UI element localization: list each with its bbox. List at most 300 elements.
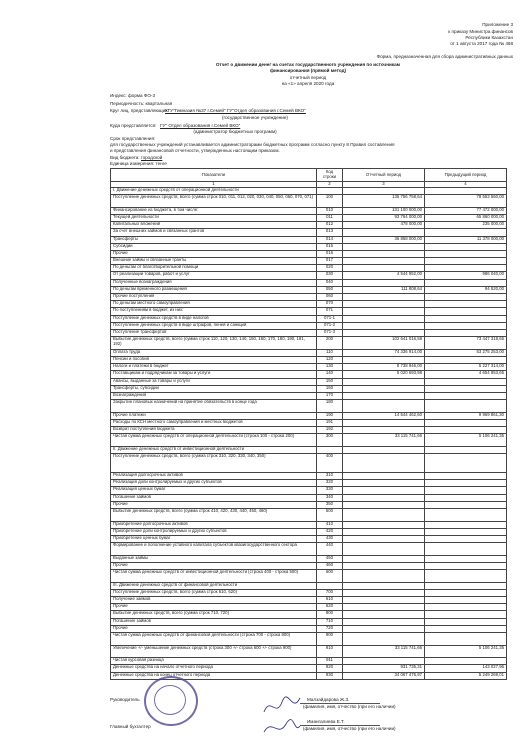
row-code: 180 (317, 400, 343, 413)
official-seal (144, 676, 198, 726)
row-previous-value: 77 472 000,00 (425, 207, 507, 214)
row-previous-value (425, 378, 507, 385)
row-label: Приобретение ценных бумаг (111, 535, 317, 542)
row-previous-value: 986 040,00 (425, 272, 507, 279)
row-previous-value: 5 249 269,01 (425, 672, 507, 679)
table-row (111, 419, 507, 426)
row-current-value (343, 582, 425, 589)
table-row (111, 543, 507, 556)
row-label: Трансферты (111, 236, 317, 243)
row-previous-value (425, 604, 507, 611)
row-code: 060 (317, 294, 343, 301)
table-row (111, 400, 507, 413)
row-previous-value (425, 385, 507, 392)
col-number: 4 (425, 182, 507, 188)
row-current-value: 111 808,64 (343, 286, 425, 293)
header-current: Отчетный период (343, 169, 425, 182)
table-row (111, 582, 507, 589)
periodicity: Периодичность: квартальная (110, 101, 173, 106)
order-line-3: от 1 августа 2017 года № 468 (450, 41, 513, 46)
row-code (317, 446, 343, 453)
row-current-value: 74 336 914,00 (343, 349, 425, 356)
row-label: Чистая сумма денежных средств от инвестиционной деятельности (строка 400 - строка 500) (111, 570, 317, 583)
row-current-value (343, 419, 425, 426)
row-label: II. Движение денежных средств от инвестиционной деятельности (111, 446, 317, 453)
respondents-value: КГУ"Гимназия №37 г.Семей" ГУ"Отдел образования г.Семей ВКО" (165, 108, 306, 113)
row-current-value (343, 570, 425, 583)
table-row (111, 501, 507, 508)
row-current-value: 14 544 462,60 (343, 412, 425, 419)
row-label: Приобретение доли контролируемых и других субъектов (111, 528, 317, 535)
table-row (111, 356, 507, 363)
row-code: 700 (317, 589, 343, 596)
row-current-value (343, 604, 425, 611)
row-current-value (343, 473, 425, 480)
where-label: Куда представляется: (110, 123, 157, 128)
row-label: Чистая сумма денежных средств от операционной деятельности (строка 100 - строка 200) (111, 434, 317, 447)
row-current-value: 5 020 693,98 (343, 371, 425, 378)
row-previous-value (425, 521, 507, 528)
row-label: По деньгам временного размещения (111, 286, 317, 293)
table-row (111, 214, 507, 221)
deadline-text-2: и представления финансовой отчетности, утвержденных настоящим приказом. (110, 148, 280, 153)
row-current-value (343, 188, 425, 195)
row-code: 610 (317, 597, 343, 604)
row-label: Погашение займов (111, 494, 317, 501)
table-row (111, 207, 507, 214)
row-label: Денежные средства на начало отчетного периода (111, 665, 317, 672)
row-code: 500 (317, 508, 343, 521)
row-code: 192 (317, 427, 343, 434)
row-code: 071-1 (317, 315, 343, 322)
table-row (111, 658, 507, 665)
row-code: 191 (317, 419, 343, 426)
row-code: 020 (317, 265, 343, 272)
row-label: Авансы, выданные за товары и услуги (111, 378, 317, 385)
row-previous-value (425, 597, 507, 604)
row-previous-value: 73 447 318,65 (425, 337, 507, 350)
row-previous-value: 78 553 560,00 (425, 195, 507, 208)
row-label: Вознаграждения (111, 392, 317, 399)
row-label: Получение займов (111, 597, 317, 604)
table-row (111, 195, 507, 208)
row-code: 911 (317, 658, 343, 665)
row-code: 160 (317, 385, 343, 392)
accountant-label: Главный бухгалтер (110, 724, 151, 729)
row-label: Выбытие денежных средств, всего (сумма строк 710, 720) (111, 611, 317, 618)
row-label: Прочие платежи (111, 412, 317, 419)
table-row (111, 446, 507, 453)
row-current-value (343, 356, 425, 363)
row-label: Прочие (111, 604, 317, 611)
row-current-value (343, 625, 425, 632)
table-row (111, 301, 507, 308)
period-value: на «1» апреля 2020 года (281, 81, 335, 86)
row-current-value (343, 329, 425, 336)
row-code: 170 (317, 392, 343, 399)
budget-type-label: Вид бюджета: (110, 155, 140, 160)
row-current-value (343, 258, 425, 265)
row-code (317, 582, 343, 589)
row-current-value: 34 067 476,97 (343, 672, 425, 679)
table-row (111, 349, 507, 356)
col-number: 1 (111, 182, 317, 188)
row-code: 190 (317, 412, 343, 419)
row-label: Текущей деятельности (111, 214, 317, 221)
cash-flow-table (110, 168, 507, 680)
form-purpose-line: Форма, предназначенная для сбора административных данных (376, 54, 513, 59)
row-code: 070 (317, 301, 343, 308)
row-code: 340 (317, 494, 343, 501)
row-code: 450 (317, 555, 343, 562)
row-label: Выданные займы (111, 555, 317, 562)
row-code: 200 (317, 337, 343, 350)
table-row (111, 487, 507, 494)
order-line-1: к приказу Министра финансов (448, 29, 513, 34)
row-code: 010 (317, 207, 343, 214)
row-previous-value (425, 618, 507, 625)
budget-type-value: городской (141, 155, 163, 160)
row-label: Капитальных вложений (111, 222, 317, 229)
row-code: 440 (317, 543, 343, 556)
row-label: Выбытие денежных средств, всего (сумма строк 110, 120, 130, 140, 150, 160, 170, 180, 190, 191, 192) (111, 337, 317, 350)
row-previous-value (425, 315, 507, 322)
row-code: 110 (317, 349, 343, 356)
row-current-value (343, 535, 425, 542)
row-label: Внешние займы и связанные гранты (111, 258, 317, 265)
row-current-value (343, 597, 425, 604)
row-label: Трансферты, субсидии (111, 385, 317, 392)
table-row (111, 480, 507, 487)
row-current-value (343, 501, 425, 508)
row-code: 015 (317, 243, 343, 250)
row-previous-value (425, 229, 507, 236)
where-value: ГУ" Отдел образования г.Семей ВКО" (160, 123, 241, 128)
row-previous-value: 65 860 000,00 (425, 214, 507, 221)
col-number: 3 (343, 182, 425, 188)
row-label: Субсидии (111, 243, 317, 250)
row-current-value (343, 308, 425, 315)
header-previous: Предыдущий период (425, 169, 507, 182)
table-row (111, 329, 507, 336)
row-previous-value: 5 106 241,35 (425, 434, 507, 447)
row-previous-value: 235 000,00 (425, 222, 507, 229)
row-previous-value: 4 654 853,65 (425, 371, 507, 378)
row-previous-value (425, 473, 507, 480)
table-row (111, 434, 507, 447)
table-row (111, 427, 507, 434)
row-code: 011 (317, 214, 343, 221)
row-current-value (343, 400, 425, 413)
row-previous-value (425, 279, 507, 286)
table-row (111, 385, 507, 392)
table-row (111, 632, 507, 645)
row-previous-value (425, 535, 507, 542)
row-label: Чистая курсовая разница (111, 658, 317, 665)
row-code: 120 (317, 356, 343, 363)
table-row (111, 322, 507, 329)
row-label: По деньгам от благотворительной помощи (111, 265, 317, 272)
row-code: 600 (317, 570, 343, 583)
table-row (111, 645, 507, 658)
row-code: 012 (317, 222, 343, 229)
deadline-label: Срок представления: (110, 136, 156, 141)
row-code: 071-3 (317, 329, 343, 336)
table-row (111, 570, 507, 583)
deadline-text-1: для государственных учреждений устанавливается администраторами бюджетных программ согласно пункту 8 Правил составления (110, 142, 395, 147)
row-label: Полученные вознаграждения (111, 279, 317, 286)
row-label: Реализация ценных бумаг (111, 487, 317, 494)
row-label: I. Движение денежных средств от операционной деятельности (111, 188, 317, 195)
row-current-value (343, 508, 425, 521)
row-previous-value (425, 508, 507, 521)
row-code: 016 (317, 250, 343, 257)
row-previous-value (425, 392, 507, 399)
form-index: Индекс: форма ФО-3 (110, 93, 156, 98)
row-label: Погашение займов (111, 618, 317, 625)
row-current-value (343, 378, 425, 385)
row-label: Поступление денежных средств, всего (сумма строк 310, 320, 330, 340, 350) (111, 454, 317, 473)
row-current-value (343, 427, 425, 434)
table-row (111, 243, 507, 250)
row-code: 930 (317, 672, 343, 679)
row-code: 410 (317, 521, 343, 528)
table-row (111, 473, 507, 480)
head-label: Руководитель (110, 697, 140, 702)
table-row (111, 521, 507, 528)
row-label: Поступление денежных средств в виде налогов (111, 315, 317, 322)
row-previous-value (425, 243, 507, 250)
table-row (111, 555, 507, 562)
table-row (111, 454, 507, 473)
where-caption: (администратор бюджетных программ) (193, 129, 277, 134)
row-code: 040 (317, 279, 343, 286)
period-label: отчетный период (289, 75, 327, 80)
row-code: 300 (317, 434, 343, 447)
table-row (111, 618, 507, 625)
row-label: Прочие поступления (111, 294, 317, 301)
row-current-value (343, 528, 425, 535)
row-current-value (343, 562, 425, 569)
row-current-value (343, 243, 425, 250)
head-name: Малзайдарова Ж.З. (307, 697, 350, 702)
row-previous-value: 11 378 000,00 (425, 236, 507, 243)
row-current-value (343, 229, 425, 236)
row-label: Денежные средства на конец отчетного периода (111, 672, 317, 679)
row-code: 017 (317, 258, 343, 265)
row-code (317, 188, 343, 195)
table-row (111, 229, 507, 236)
row-current-value (343, 555, 425, 562)
row-previous-value (425, 589, 507, 596)
header-indicator: Показатели (111, 169, 317, 182)
row-current-value (343, 322, 425, 329)
row-previous-value (425, 419, 507, 426)
unit-line: Единица измерения: тенге (110, 161, 167, 166)
table-row (111, 611, 507, 618)
row-code: 400 (317, 454, 343, 473)
report-title-1: Отчет о движении денег на счетах государственного учреждения по источникам (215, 62, 401, 67)
table-row (111, 272, 507, 279)
table-row (111, 562, 507, 569)
row-current-value: 4 544 952,00 (343, 272, 425, 279)
row-code: 900 (317, 632, 343, 645)
row-previous-value (425, 258, 507, 265)
row-current-value (343, 385, 425, 392)
row-previous-value (425, 454, 507, 473)
row-code: 013 (317, 229, 343, 236)
table-row (111, 279, 507, 286)
row-code: 130 (317, 364, 343, 371)
row-label: Формирование и пополнение уставного капитала субъектов квазигосударственного сектора (111, 543, 317, 556)
row-label: Поступление трансфертов (111, 329, 317, 336)
row-previous-value (425, 494, 507, 501)
row-previous-value (425, 625, 507, 632)
row-code: 430 (317, 535, 343, 542)
row-previous-value: 53 275 253,00 (425, 349, 507, 356)
row-code: 014 (317, 236, 343, 243)
row-code: 330 (317, 487, 343, 494)
row-current-value (343, 446, 425, 453)
row-current-value: 33 115 741,66 (343, 434, 425, 447)
row-current-value (343, 611, 425, 618)
row-current-value (343, 589, 425, 596)
row-label: За счет внешних займов и связанных грантов (111, 229, 317, 236)
row-previous-value (425, 356, 507, 363)
row-current-value (343, 392, 425, 399)
row-label: Прочие (111, 562, 317, 569)
report-title-2: финансирования (прямой метод) (269, 68, 347, 73)
table-row (111, 286, 507, 293)
row-current-value: 36 858 000,00 (343, 236, 425, 243)
row-label: Реализация долгосрочных активов (111, 473, 317, 480)
row-label: По поступлениям в бюджет, из них: (111, 308, 317, 315)
row-code: 150 (317, 378, 343, 385)
row-previous-value (425, 446, 507, 453)
row-label: Увеличение +/- уменьшение денежных средств (строка 300 +/- строка 600 +/- строка 900) (111, 645, 317, 658)
row-label: Приобретение долгосрочных активов (111, 521, 317, 528)
table-row (111, 589, 507, 596)
row-label: Реализация доли контролируемых и других субъектов (111, 480, 317, 487)
table-row (111, 392, 507, 399)
row-previous-value: 94 520,00 (425, 286, 507, 293)
respondents-label: Круг лиц, представляющих: (110, 108, 169, 113)
row-previous-value: 143 027,96 (425, 665, 507, 672)
row-label: По деньгам местного самоуправления (111, 301, 317, 308)
row-previous-value (425, 427, 507, 434)
row-code: 320 (317, 480, 343, 487)
row-label: III. Движение денежных средств от финансовой деятельности (111, 582, 317, 589)
row-previous-value (425, 322, 507, 329)
header-code: Код строки (317, 169, 343, 182)
row-current-value: 931 735,31 (343, 665, 425, 672)
table-row (111, 412, 507, 419)
row-previous-value: 9 969 861,30 (425, 412, 507, 419)
row-previous-value (425, 543, 507, 556)
row-label: Поступление денежных средств в виде штрафов, пеней и санкций (111, 322, 317, 329)
row-current-value: 93 764 000,00 (343, 214, 425, 221)
table-row (111, 494, 507, 501)
table-row (111, 535, 507, 542)
row-code: 920 (317, 665, 343, 672)
row-previous-value (425, 611, 507, 618)
row-current-value (343, 315, 425, 322)
row-code: 100 (317, 195, 343, 208)
row-label: Поставщикам и подрядчикам за товары и услуги (111, 371, 317, 378)
row-previous-value (425, 294, 507, 301)
row-previous-value (425, 265, 507, 272)
row-current-value (343, 543, 425, 556)
row-previous-value (425, 528, 507, 535)
table-row (111, 258, 507, 265)
row-current-value (343, 301, 425, 308)
accountant-caption: (фамилия, имя, отчество (при его наличии) (303, 726, 396, 731)
table-row (111, 294, 507, 301)
row-current-value (343, 250, 425, 257)
row-previous-value (425, 188, 507, 195)
row-code: 460 (317, 562, 343, 569)
row-previous-value (425, 570, 507, 583)
table-row (111, 188, 507, 195)
row-previous-value: 5 227 314,00 (425, 364, 507, 371)
table-row (111, 265, 507, 272)
table-row (111, 250, 507, 257)
row-previous-value (425, 487, 507, 494)
respondents-caption: (государственное учреждение) (222, 115, 288, 120)
row-label: Закрытие плановых назначений на принятие обязательств в конце года (111, 400, 317, 413)
row-code: 350 (317, 501, 343, 508)
row-current-value: 8 738 946,00 (343, 364, 425, 371)
table-row (111, 604, 507, 611)
row-current-value (343, 487, 425, 494)
row-current-value: 102 641 016,58 (343, 337, 425, 350)
row-code: 071-2 (317, 322, 343, 329)
row-current-value (343, 294, 425, 301)
row-label: Поступление денежных средств, всего (сумма строк 010, 011, 012, 020, 030, 040, 050, 060, 070, 071) (111, 195, 317, 208)
accountant-name: Имангалиева Е.Т. (307, 719, 345, 724)
row-previous-value (425, 329, 507, 336)
row-label: Расходы по КСН местного самоуправления и местных бюджетов (111, 419, 317, 426)
table-row (111, 508, 507, 521)
row-current-value (343, 658, 425, 665)
row-current-value (343, 454, 425, 473)
row-current-value (343, 265, 425, 272)
head-caption: (фамилия, имя, отчество (при его наличии) (303, 704, 396, 709)
row-code: 310 (317, 473, 343, 480)
table-row (111, 337, 507, 350)
row-label: Оплата труда (111, 349, 317, 356)
row-current-value (343, 521, 425, 528)
row-previous-value (425, 301, 507, 308)
row-previous-value (425, 582, 507, 589)
row-previous-value (425, 555, 507, 562)
row-code: 140 (317, 371, 343, 378)
table-row (111, 625, 507, 632)
row-label: Прочие (111, 625, 317, 632)
row-previous-value (425, 480, 507, 487)
table-body (111, 188, 507, 680)
row-label: Прочие (111, 250, 317, 257)
row-previous-value (425, 308, 507, 315)
row-label: Выбытие денежных средств, всего (сумма строк 410, 420, 430, 440, 450, 460) (111, 508, 317, 521)
row-previous-value (425, 632, 507, 645)
row-current-value (343, 279, 425, 286)
row-label: От реализации товаров, работ и услуг (111, 272, 317, 279)
row-previous-value (425, 400, 507, 413)
order-line-2: Республики Казахстан (465, 35, 513, 40)
row-label: Финансирование из бюджета, в том числе: (111, 207, 317, 214)
row-label: Чистая сумма денежных средств от финансовой деятельности (строка 700 - строка 800) (111, 632, 317, 645)
